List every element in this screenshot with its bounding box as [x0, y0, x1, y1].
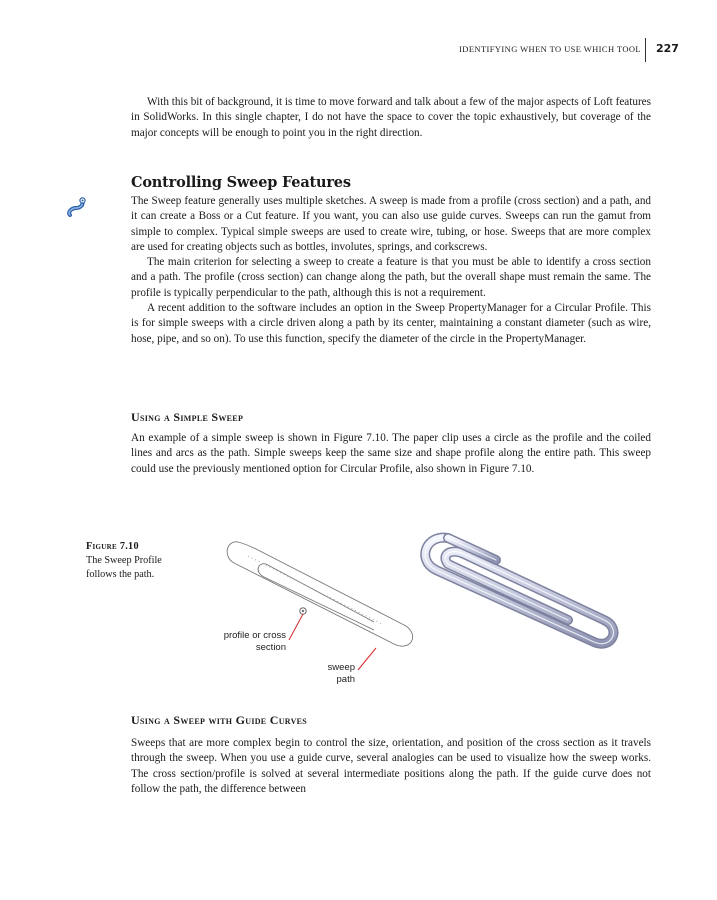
path-label-line-1: sweep — [327, 662, 355, 673]
sweep-section-body — [131, 194, 651, 347]
sweep-paragraph-2: The main criterion for selecting a sweep to create a feature is that you must be able to identify a cross section and a path. The profile (cross section) can change along the path, but the overall shape must remain the same. The profile is typically perpendicular to the path, although this is not a requirement. — [131, 256, 651, 299]
path-callout — [358, 648, 376, 670]
profile-label-line-1: profile or cross — [223, 630, 286, 641]
page-number: 227 — [656, 42, 679, 55]
guide-curves-heading: Using a Sweep with Guide Curves — [131, 713, 308, 727]
figure-caption-text: The Sweep Profile follows the path. — [86, 555, 162, 580]
profile-label-line-2: section — [255, 642, 286, 653]
sweep-feature-icon — [64, 195, 90, 221]
simple-sweep-heading: Using a Simple Sweep — [131, 410, 244, 424]
sweep-paragraph-1: The Sweep feature generally uses multiple sketches. A sweep is made from a profile (cross section) and a path, and it can create a Boss or a Cut feature. If you want, you can also use guide curves. Sweeps can run the gamut from simple to complex. Typical simple sweeps are used to create wire, tubing, or hose. Sweeps that are more complex are used for creating objects such as bottles, involutes, springs, and corkscrews. — [131, 195, 651, 253]
paper-clip-render — [425, 538, 613, 644]
profile-callout — [289, 614, 303, 640]
figure-label: Figure 7.10 — [86, 541, 139, 552]
sketch-inner-loop — [258, 564, 374, 630]
running-title: IDENTIFYING WHEN TO USE WHICH TOOL — [459, 44, 641, 54]
section-title: Controlling Sweep Features — [131, 174, 351, 191]
header-divider — [645, 38, 646, 62]
intro-paragraph: With this bit of background, it is time to move forward and talk about a few of the major aspects of Loft features in SolidWorks. In this single chapter, I do not have the space to cover the topic exhaustively, but coverage of the major concepts will be enough to point you in the right direction. — [131, 96, 651, 139]
simple-sweep-body — [131, 431, 651, 477]
running-header — [0, 38, 717, 62]
profile-label — [218, 630, 286, 654]
path-label-line-2: path — [336, 674, 355, 685]
guide-curves-body — [131, 736, 651, 797]
figure-caption — [86, 540, 181, 582]
guide-curves-paragraph: Sweeps that are more complex begin to control the size, orientation, and position of the cross section as it travels through the sweep. When you use a guide curve, several analogies can be used to visualize how the sweep works. The cross section/profile is solved at several intermediate positions along the path. If the guide curve does not follow the path, the difference between — [131, 737, 651, 795]
path-label — [322, 662, 355, 686]
intro-block — [131, 95, 651, 141]
figure-7-10 — [196, 520, 656, 695]
sweep-paragraph-3: A recent addition to the software includes an option in the Sweep PropertyManager for a Circular Profile. This is for simple sweeps with a circle driven along a path by its center, maintaining a constant diameter (such as wire, hose, pipe, and so on). To use this function, specify the diameter of the circle in the PropertyManager. — [131, 302, 651, 345]
simple-sweep-paragraph: An example of a simple sweep is shown in Figure 7.10. The paper clip uses a circle as the profile and the coiled lines and arcs as the path. Simple sweeps keep the same size and shape profile along the entire path. This sweep could use the previously mentioned option for Circular Profile, also shown in Figure 7.10. — [131, 432, 651, 475]
